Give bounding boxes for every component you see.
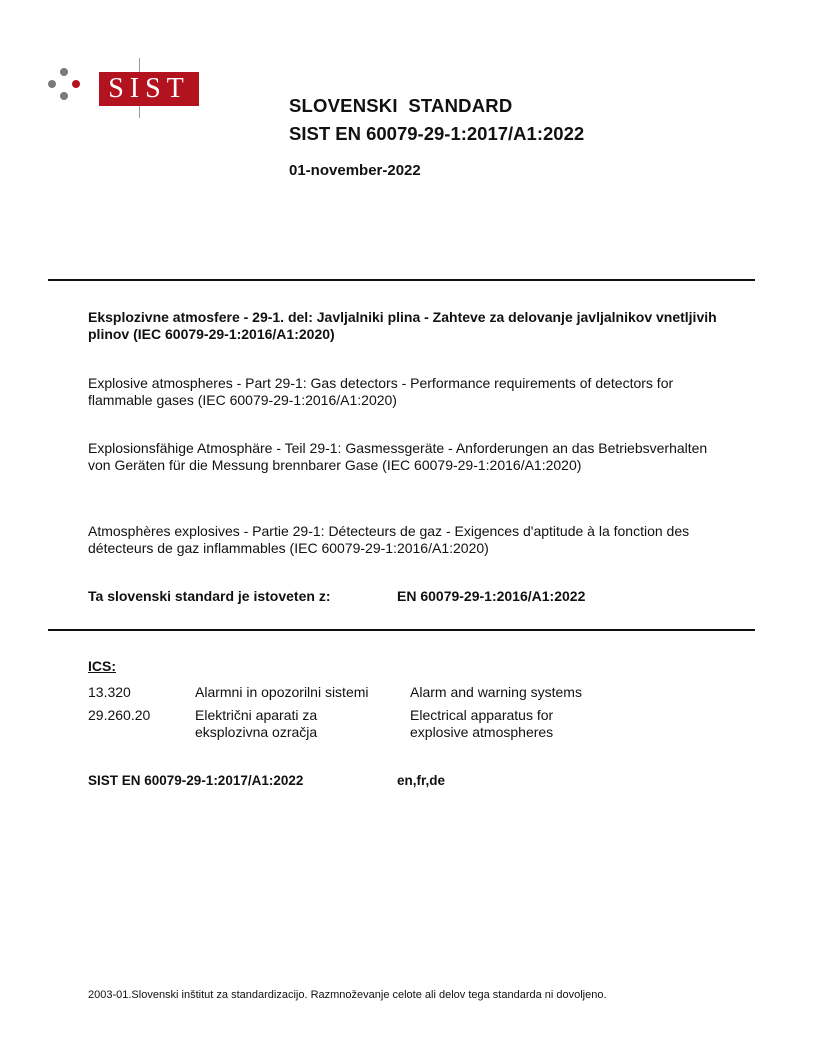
equivalence-label: Ta slovenski standard je istoveten z: (88, 588, 331, 604)
ics-code: 13.320 (88, 684, 131, 700)
reference-languages: en,fr,de (397, 773, 446, 788)
title-french: Atmosphères explosives - Partie 29-1: Détecteurs de gaz - Exigences d'aptitude à la fonction des détecteurs de gaz inflammables (IEC 60079-29-1:2016/A1:2020) (88, 523, 690, 556)
copyright-footer: 2003-01.Slovenski inštitut za standardizacijo. Razmnoževanje celote ali delov tega standarda ni dovoljeno. (88, 989, 607, 1001)
title-slovenian: Eksplozivne atmosfere - 29-1. del: Javljalniki plina - Zahteve za delovanje javljalnikov vnetljivih plinov (IEC 60079-29-1:2016/A1:2020) (88, 309, 717, 342)
ics-code: 29.260.20 (88, 707, 151, 723)
standard-code: SIST EN 60079-29-1:2017/A1:2022 (289, 123, 585, 144)
sist-logo-dots (44, 68, 84, 108)
ics-description-sl: Električni aparati za eksplozivna ozračja (195, 707, 318, 740)
ics-label: ICS: (88, 658, 116, 674)
middle-divider (48, 629, 755, 631)
title-english: Explosive atmospheres - Part 29-1: Gas detectors - Performance requirements of detectors for flammable gases (IEC 60079-29-1:2016/A1:2020) (88, 375, 674, 408)
equivalence-value: EN 60079-29-1:2016/A1:2022 (397, 588, 586, 604)
ics-description-sl: Alarmni in opozorilni sistemi (195, 684, 369, 700)
title-german: Explosionsfähige Atmosphäre - Teil 29-1: Gasmessgeräte - Anforderungen an das Betriebsverhalten von Geräten für die Messung brennbarer Gase (IEC 60079-29-1:2016/A1:2020) (88, 440, 708, 473)
publication-date: 01-november-2022 (289, 162, 421, 179)
sist-logo: SIST (99, 72, 199, 106)
standard-heading: SLOVENSKI STANDARD (289, 95, 513, 116)
reference-code: SIST EN 60079-29-1:2017/A1:2022 (88, 773, 304, 788)
ics-description-en: Alarm and warning systems (410, 684, 582, 700)
top-divider (48, 279, 755, 281)
ics-description-en: Electrical apparatus for explosive atmospheres (410, 707, 554, 740)
